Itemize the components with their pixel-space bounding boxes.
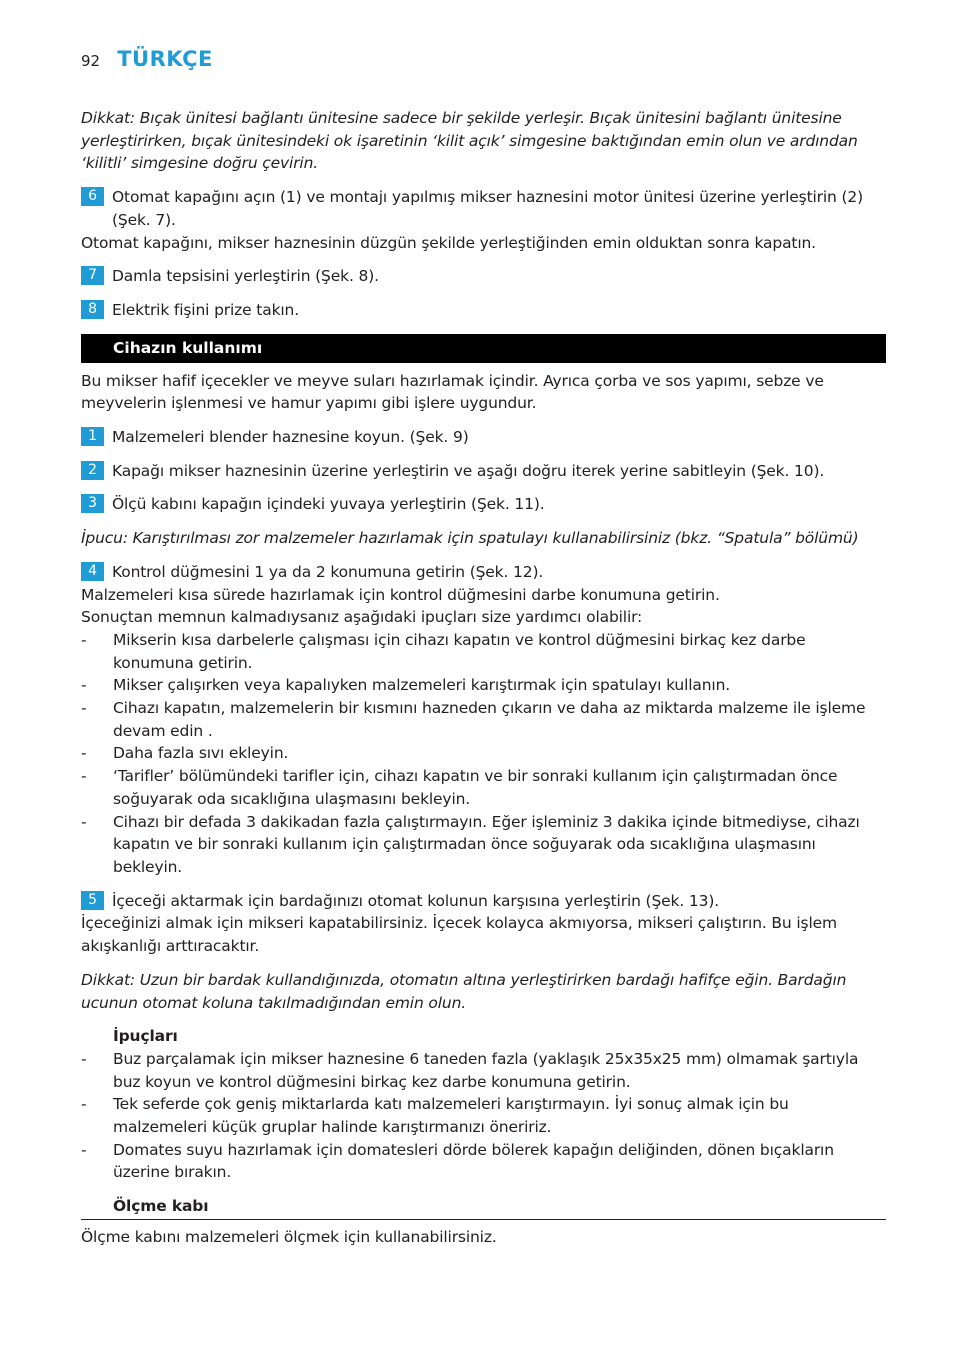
bullet-dash: -: [81, 630, 87, 649]
measuring-text: Ölçme kabını malzemeleri ölçmek için kullanabilirsiniz.: [81, 1227, 497, 1246]
bullet-dash: -: [81, 1095, 87, 1114]
step-6: [81, 186, 886, 231]
step-text: İçeceği aktarmak için bardağınızı otomat kolunun karşısına yerleştirin (Şek. 13).: [112, 891, 719, 910]
troubleshooting-list: [81, 629, 886, 879]
bullet-dash: -: [81, 1140, 87, 1159]
list-item-text: Daha fazla sıvı ekleyin.: [113, 744, 289, 763]
step-number-badge: 6: [81, 187, 104, 206]
page-header: [81, 47, 213, 71]
list-item: [81, 765, 886, 810]
step-number-badge: 4: [81, 562, 104, 581]
list-item: [81, 674, 886, 697]
page-number: 92: [81, 52, 101, 70]
list-item-text: Cihazı kapatın, malzemelerin bir kısmını hazneden çıkarın ve daha az miktarda malzeme ile işleme devam edin .: [113, 699, 866, 740]
step-text: Damla tepsisini yerleştirin (Şek. 8).: [112, 267, 379, 286]
step-number-badge: 1: [81, 427, 104, 446]
list-item: [81, 629, 886, 674]
list-item: [81, 811, 886, 879]
tip-note: İpucu: Karıştırılması zor malzemeler hazırlamak için spatulayı kullanabilirsiniz (bkz. “Spatula” bölümü): [81, 529, 859, 548]
language-heading: TÜRKÇE: [117, 47, 213, 71]
bullet-dash: -: [81, 767, 87, 786]
step-3: [81, 493, 886, 516]
step-number-badge: 2: [81, 461, 104, 480]
tips-heading: İpuçları: [113, 1027, 178, 1046]
manual-content: [81, 107, 886, 1249]
list-item-text: Mikser çalışırken veya kapalıyken malzemeleri karıştırmak için spatulayı kullanın.: [113, 676, 731, 695]
list-item: [81, 1048, 886, 1093]
measuring-heading-rule: [81, 1195, 886, 1220]
step-text: Kapağı mikser haznesinin üzerine yerleştirin ve aşağı doğru iterek yerine sabitleyin (Şek. 10).: [112, 461, 825, 480]
section-title-bar: Cihazın kullanımı: [81, 334, 886, 363]
list-item-text: Cihazı bir defada 3 dakikadan fazla çalıştırmayın. Eğer işleminiz 3 dakika içinde bitmediyse, cihazı kapatın ve bir sonraki kullanım için çalıştırmadan önce soğuyarak oda sıcaklığına ulaşmasını bekleyin.: [113, 812, 860, 876]
list-item: [81, 1093, 886, 1138]
step-number-badge: 3: [81, 494, 104, 513]
bullet-dash: -: [81, 1049, 87, 1068]
step-text: Malzemeleri blender haznesine koyun. (Şek. 9): [112, 428, 469, 447]
list-item-text: Domates suyu hazırlamak için domatesleri dörde bölerek kapağın deliğinden, dönen bıçakların üzerine bırakın.: [113, 1140, 834, 1182]
tips-list: [81, 1048, 886, 1184]
step-text: Kontrol düğmesini 1 ya da 2 konumuna getirin (Şek. 12).: [112, 562, 544, 581]
step-5: [81, 890, 886, 913]
list-item: [81, 697, 886, 742]
step-number-badge: 7: [81, 266, 104, 285]
step-4-line: Sonuçtan memnun kalmadıysanız aşağıdaki ipuçları size yardımcı olabilir:: [81, 608, 643, 627]
step-4: [81, 561, 886, 584]
step-text: Otomat kapağını açın (1) ve montajı yapılmış mikser haznesini motor ünitesi üzerine yerleştirin (2) (Şek. 7).: [112, 188, 864, 229]
step-7: [81, 265, 886, 288]
list-item: [81, 742, 886, 765]
bullet-dash: -: [81, 744, 87, 763]
list-item-text: Buz parçalamak için mikser haznesine 6 taneden fazla (yaklaşık 25x35x25 mm) olmamak şartıyla buz koyun ve kontrol düğmesini birkaç kez darbe konumuna getirin.: [113, 1049, 859, 1091]
step-6-followup: Otomat kapağını, mikser haznesinin düzgün şekilde yerleştiğinden emin olduktan sonra kapatın.: [81, 233, 816, 252]
step-number-badge: 8: [81, 300, 104, 319]
bullet-dash: -: [81, 699, 87, 718]
list-item-text: ‘Tarifler’ bölümündeki tarifler için, cihazı kapatın ve bir sonraki kullanım için çalıştırmadan önce soğuyarak oda sıcaklığına ulaşmasını bekleyin.: [113, 767, 838, 808]
step-text: Ölçü kabını kapağın içindeki yuvaya yerleştirin (Şek. 11).: [112, 495, 545, 514]
bullet-dash: -: [81, 676, 87, 695]
usage-intro: Bu mikser hafif içecekler ve meyve suları hazırlamak içindir. Ayrıca çorba ve sos yapımı, sebze ve meyvelerin işlenmesi ve hamur yapımı gibi işlere uygundur.: [81, 371, 824, 413]
step-5-followup: İçeceğinizi almak için mikseri kapatabilirsiniz. İçecek kolayca akmıyorsa, mikseri çalıştırın. Bu işlem akışkanlığı arttıracaktır.: [81, 914, 837, 956]
step-2: [81, 460, 886, 483]
step-text: Elektrik fişini prize takın.: [112, 300, 299, 319]
list-item-text: Mikserin kısa darbelerle çalışması için cihazı kapatın ve kontrol düğmesini birkaç kez darbe konumuna getirin.: [113, 630, 806, 672]
step-4-line: Malzemeleri kısa sürede hazırlamak için kontrol düğmesini darbe konumuna getirin.: [81, 585, 720, 604]
list-item-text: Tek seferde çok geniş miktarlarda katı malzemeleri karıştırmayın. İyi sonuç almak için bu malzemeleri küçük gruplar halinde karıştırmanızı öneririz.: [113, 1095, 789, 1137]
bullet-dash: -: [81, 812, 87, 831]
step-1: [81, 426, 886, 449]
step-number-badge: 5: [81, 891, 104, 910]
caution-note: Dikkat: Uzun bir bardak kullandığınızda, otomatın altına yerleştirirken bardağı hafifçe eğin. Bardağın ucunun otomat koluna takılmadığından emin olun.: [81, 970, 847, 1012]
step-8: [81, 299, 886, 322]
intro-caution-note: Dikkat: Bıçak ünitesi bağlantı ünitesine sadece bir şekilde yerleşir. Bıçak ünitesini bağlantı ünitesine yerleştirirken, bıçak ünitesindeki ok işaretinin ‘kilit açık’ simgesine baktığından emin olun ve ardından ‘kilitli’ simgesine doğru çevirin.: [81, 109, 858, 173]
measuring-heading: Ölçme kabı: [113, 1197, 209, 1216]
list-item: [81, 1139, 886, 1184]
